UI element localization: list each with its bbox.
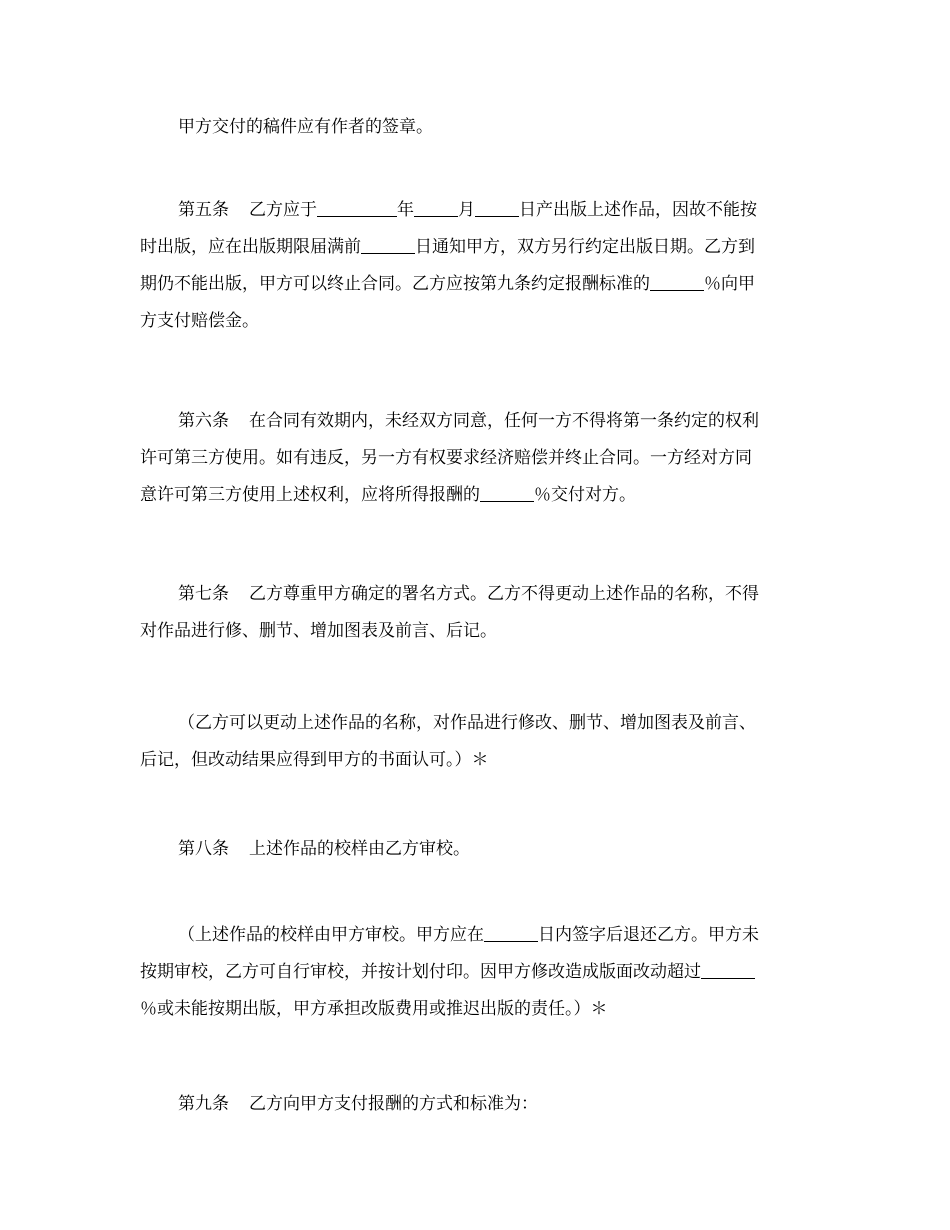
article-number: 第八条 [178,839,229,859]
article-9-line-1 [140,1086,812,1123]
text-segment: （乙方可以更动上述作品的名称，对作品进行修改、删节、增加图表及前言、 [178,713,756,733]
text-segment: 在合同有效期内，未经双方同意，任何一方不得将第一条约定的权利 [249,411,759,431]
article-5-line-3 [140,266,812,303]
text-segment: ％向甲 [704,274,755,294]
article-8-line-1 [140,831,812,868]
text-segment: 乙方应于 [249,200,317,220]
blank-notice-days[interactable] [361,235,415,254]
article-5-line-1 [140,192,812,229]
article-6-line-1 [140,403,812,440]
article-8 [140,831,812,868]
alt-7-line-2 [140,742,812,779]
paragraph-signature [140,109,812,146]
alt-8-line-2 [140,954,812,991]
text-segment: 上述作品的校样由乙方审校。 [249,839,470,859]
text-segment: 日通知甲方，双方另行约定出版日期。乙方到 [415,237,755,257]
text-segment: （上述作品的校样由甲方审校。甲方应在 [178,925,484,945]
blank-layout-change-percent[interactable] [701,960,755,979]
article-5-line-2 [140,229,812,266]
article-7-line-1 [140,576,812,613]
article-number: 第七条 [178,584,229,604]
article-5 [140,192,812,340]
article-7 [140,576,812,650]
text-segment: 意许可第三方使用上述权利，应将所得报酬的 [140,485,480,505]
article-5-line-4 [140,303,812,340]
text-segment: 按期审校，乙方可自行审校，并按计划付印。因甲方修改造成版面改动超过 [140,962,701,982]
text-segment: 时出版，应在出版期限届满前 [140,237,361,257]
alt-8-line-1 [140,917,812,954]
text-segment: 日产出版上述作品，因故不能按 [519,200,757,220]
article-number: 第九条 [178,1094,229,1114]
text-segment: 对作品进行修、删节、增加图表及前言、后记。 [140,621,497,641]
text-segment: 乙方尊重甲方确定的署名方式。乙方不得更动上述作品的名称，不得 [249,584,759,604]
blank-day[interactable] [475,198,519,217]
article-6-line-3 [140,477,812,514]
text-segment: 许可第三方使用。如有违反，另一方有权要求经济赔偿并终止合同。一方经对方同 [140,448,752,468]
text-segment: ％交付对方。 [534,485,636,505]
article-8-alternative [140,917,812,1028]
paragraph-text: 甲方交付的稿件应有作者的签章。 [178,117,433,137]
article-number: 第五条 [178,200,229,220]
alt-8-line-3 [140,991,812,1028]
text-segment: 日内签字后退还乙方。甲方未 [538,925,759,945]
article-number: 第六条 [178,411,229,431]
article-9 [140,1086,812,1123]
blank-year[interactable] [317,198,397,217]
blank-compensation-percent[interactable] [650,272,704,291]
blank-month[interactable] [414,198,458,217]
text-segment: 后记，但改动结果应得到甲方的书面认可。）＊ [140,750,489,770]
text-segment: 方支付赔偿金。 [140,311,259,331]
text-segment: ％或未能按期出版，甲方承担改版费用或推迟出版的责任。）＊ [140,999,608,1019]
text-segment: 年 [397,200,414,220]
text-segment: 期仍不能出版，甲方可以终止合同。乙方应按第九条约定报酬标准的 [140,274,650,294]
article-6 [140,403,812,514]
alt-7-line-1 [140,705,812,742]
article-7-line-2 [140,613,812,650]
text-segment: 月 [458,200,475,220]
blank-review-days[interactable] [484,923,538,942]
text-segment: 乙方向甲方支付报酬的方式和标准为： [249,1094,538,1114]
blank-share-percent[interactable] [480,483,534,502]
article-6-line-2 [140,440,812,477]
article-7-alternative [140,705,812,779]
